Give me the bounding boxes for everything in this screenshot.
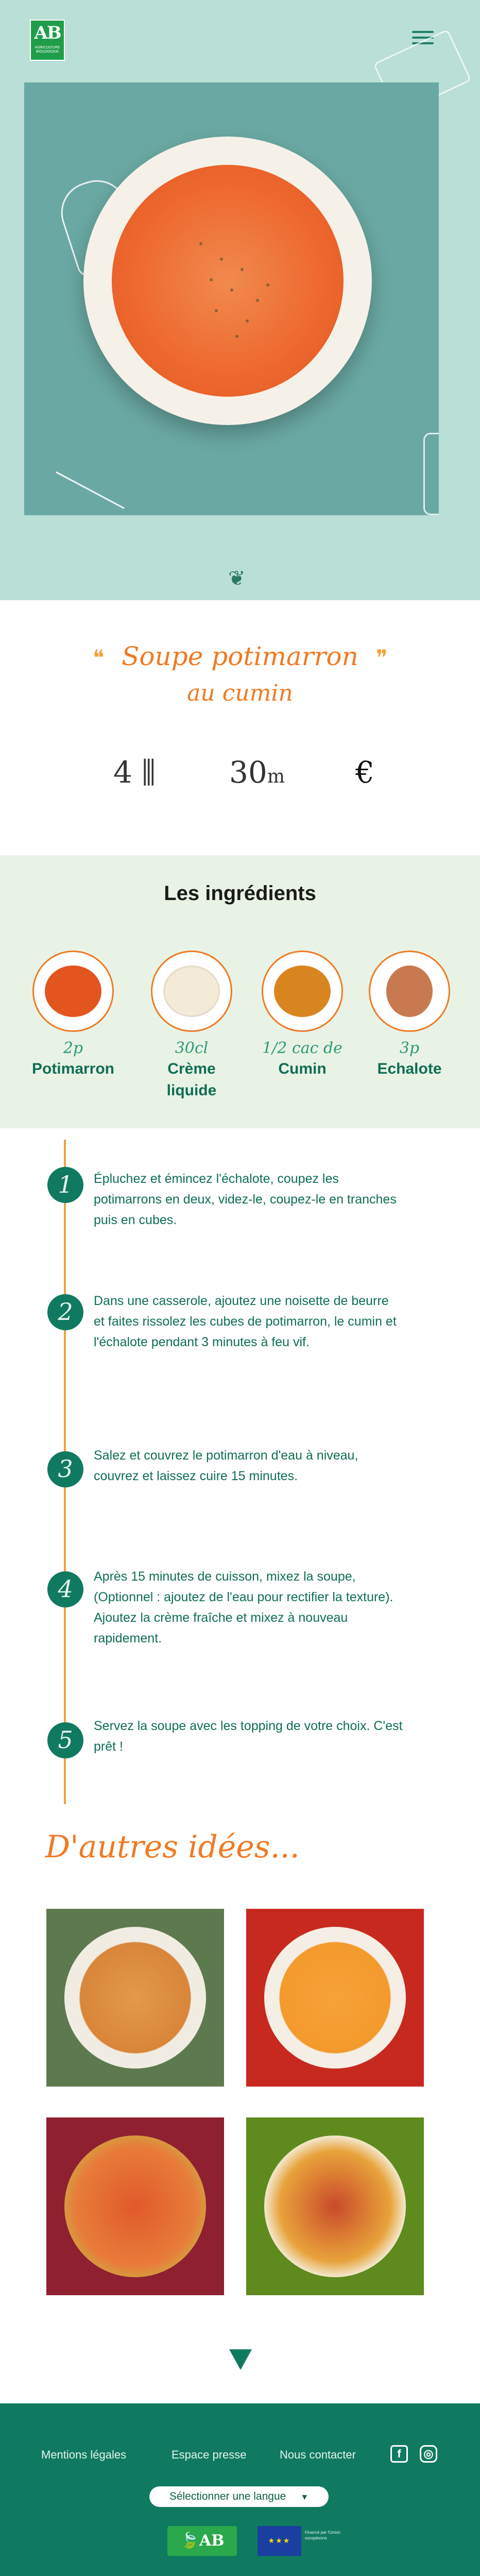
ingredient-qty: 30cl bbox=[175, 1039, 209, 1057]
ingredient-qty: 2p bbox=[63, 1039, 83, 1057]
ingredient-qty: 3p bbox=[399, 1039, 420, 1057]
prep-time-unit: m bbox=[267, 766, 285, 787]
idea-image bbox=[64, 2136, 206, 2277]
step-number: 3 bbox=[47, 1451, 83, 1487]
idea-card-salad[interactable] bbox=[246, 2117, 424, 2295]
language-select-label: Sélectionner une langue bbox=[169, 2490, 286, 2502]
servings bbox=[113, 755, 156, 790]
step-text: Épluchez et émincez l'échalote, coupez les potimarrons en deux, videz-le, coupez-le en tranches puis en cubes. bbox=[94, 1172, 397, 1227]
recipe-subtitle: au cumin bbox=[187, 680, 293, 706]
step-number: 2 bbox=[47, 1294, 83, 1330]
step-number: 4 bbox=[47, 1571, 83, 1607]
fork-knife-icon: ⫼ bbox=[142, 755, 156, 790]
idea-image bbox=[264, 2136, 406, 2277]
footer-link-legal[interactable]: Mentions légales bbox=[41, 2448, 127, 2461]
soup-image bbox=[112, 165, 344, 397]
organic-eu-logo: 🍃AB bbox=[167, 2526, 237, 2556]
hero-photo bbox=[24, 82, 439, 515]
idea-image bbox=[264, 1927, 406, 2069]
recipe-header bbox=[0, 600, 480, 855]
ingredient-image bbox=[151, 951, 232, 1032]
language-select[interactable] bbox=[149, 2486, 329, 2507]
eu-funding-text: Financé par l'Union européenne bbox=[305, 2530, 340, 2540]
ingredient-qty: 1/2 cac de bbox=[262, 1039, 342, 1057]
ingredient-item bbox=[145, 951, 238, 1100]
hero-section bbox=[0, 0, 480, 600]
servings-value: 4 bbox=[113, 755, 132, 790]
ingredient-name: Potimarron bbox=[31, 1060, 115, 1077]
ingredients-heading: Les ingrédients bbox=[164, 882, 316, 905]
ingredient-image bbox=[262, 951, 343, 1032]
other-ideas-heading: D'autres idées... bbox=[45, 1829, 300, 1865]
ingredient-item bbox=[363, 951, 456, 1079]
ingredient-image bbox=[32, 951, 114, 1032]
sparkle-left-icon: ❝ bbox=[93, 645, 105, 670]
ingredient-image bbox=[369, 951, 450, 1032]
footer-link-contact[interactable]: Nous contacter bbox=[280, 2448, 356, 2461]
sparkle-right-icon: ❞ bbox=[376, 645, 388, 670]
ingredient-name: Crème bbox=[167, 1060, 216, 1077]
prep-time bbox=[229, 755, 285, 790]
facebook-icon[interactable]: f bbox=[390, 2445, 408, 2463]
instagram-icon[interactable]: ◎ bbox=[420, 2445, 437, 2463]
ingredient-name: Echalote bbox=[377, 1060, 442, 1077]
step-text: Après 15 minutes de cuisson, mixez la soupe, (Optionnel : ajoutez de l'eau pour rectifier la texture). Ajoutez la crème fraîche et mixez à nouveau rapidement. bbox=[94, 1569, 393, 1646]
idea-card-soup[interactable] bbox=[246, 1909, 424, 2087]
idea-card-rice[interactable] bbox=[46, 1909, 224, 2087]
eu-flag-icon: ★★★ bbox=[258, 2526, 301, 2556]
idea-card-tart[interactable] bbox=[46, 2117, 224, 2295]
ingredient-name: Cumin bbox=[278, 1060, 327, 1077]
soup-bowl-image bbox=[83, 137, 372, 425]
step-text: Servez la soupe avec les topping de votre choix. C'est prêt ! bbox=[94, 1719, 403, 1754]
sprig-icon: ❦ bbox=[228, 567, 246, 590]
cutting-board-doodle-icon bbox=[423, 433, 439, 515]
recipe-title: Soupe potimarron bbox=[122, 641, 358, 671]
step-text: Salez et couvrez le potimarron d'eau à niveau, couvrez et laissez cuire 15 minutes. bbox=[94, 1448, 358, 1483]
prep-time-value: 30 bbox=[229, 755, 267, 790]
step-number: 1 bbox=[47, 1167, 83, 1203]
step-text: Dans une casserole, ajoutez une noisette de beurre et faites rissolez les cubes de potimarron, le cumin et l'échalote pendant 3 minutes à feu vif. bbox=[94, 1294, 397, 1349]
price-level: € bbox=[355, 755, 374, 790]
footer-link-press[interactable]: Espace presse bbox=[172, 2448, 247, 2461]
ingredient-name-line2: liquide bbox=[166, 1082, 217, 1099]
ab-logo-text: AB bbox=[34, 23, 61, 43]
ingredient-item bbox=[27, 951, 119, 1079]
ab-logo[interactable] bbox=[30, 20, 65, 61]
scroll-down-arrow-icon[interactable] bbox=[229, 2349, 252, 2370]
chevron-down-icon: ▼ bbox=[300, 2493, 309, 2502]
ingredient-item bbox=[256, 951, 349, 1079]
ab-logo-subtitle: AGRICULTURE BIOLOGIQUE bbox=[35, 45, 60, 54]
idea-image bbox=[64, 1927, 206, 2069]
step-number: 5 bbox=[47, 1722, 83, 1758]
